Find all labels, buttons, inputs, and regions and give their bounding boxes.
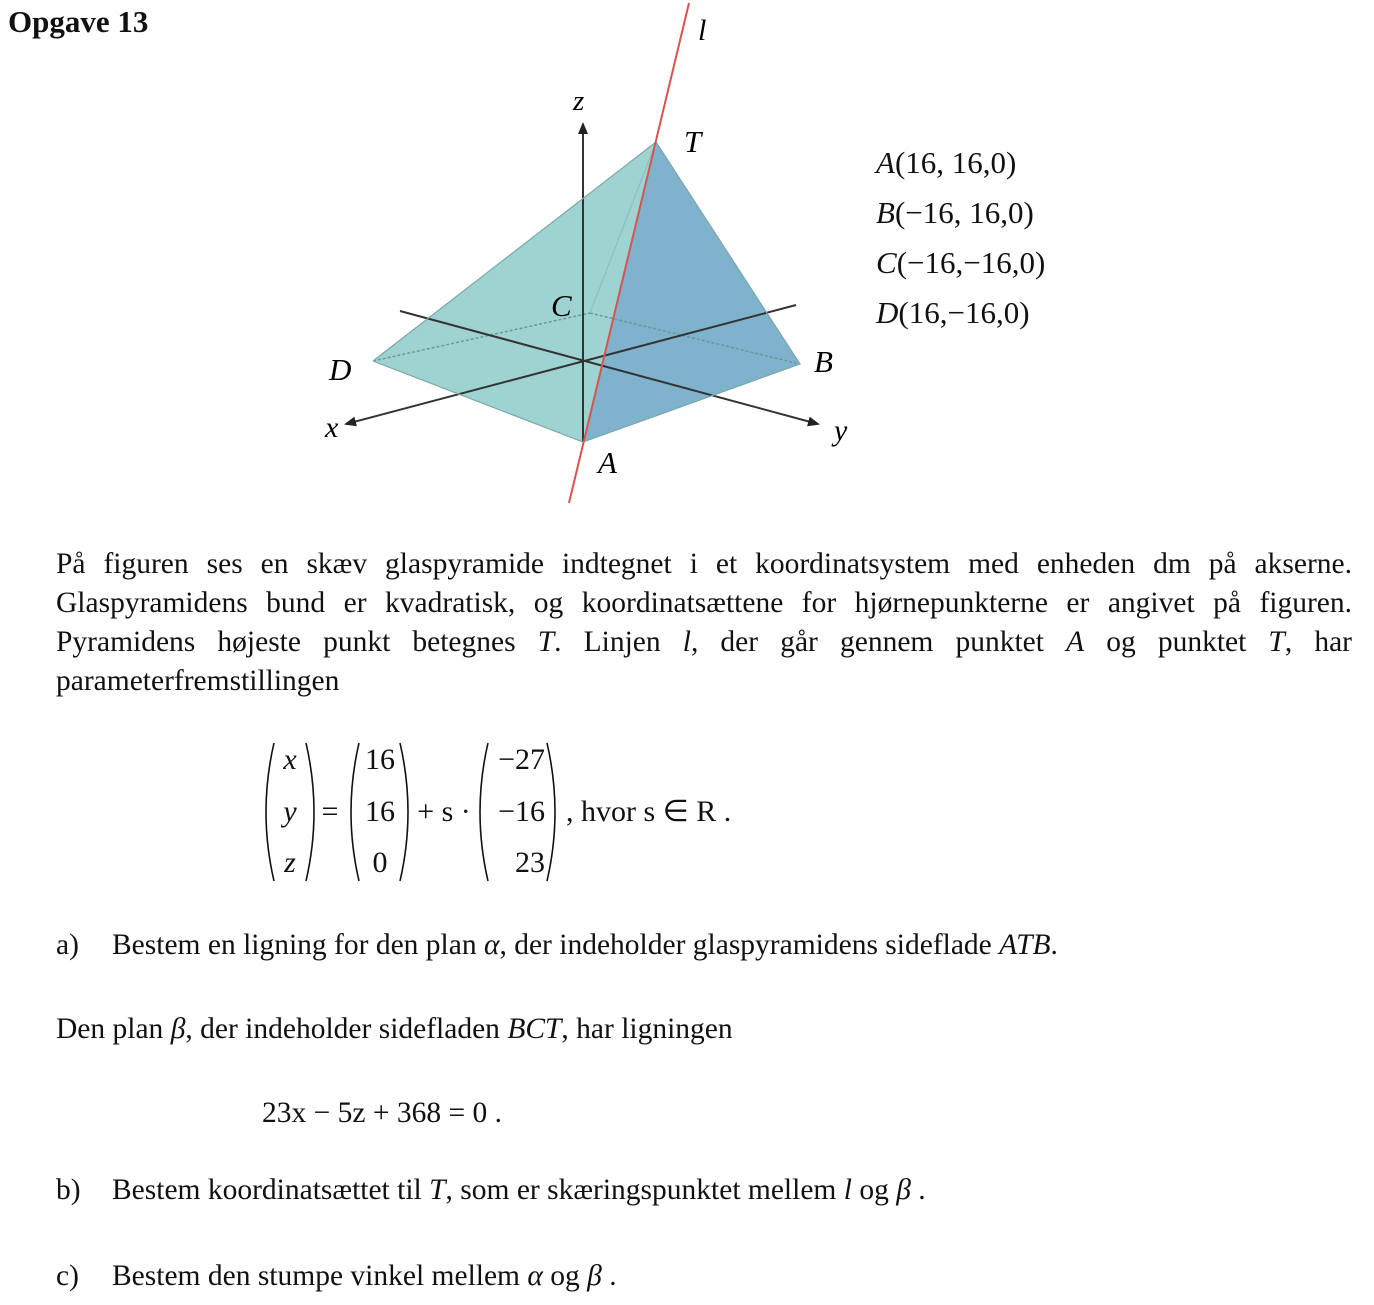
lhs-y: y xyxy=(283,795,297,828)
intro-paragraph: På figuren ses en skæv glaspyramide indtegnet i et koordinatsystem med enheden dm på akserne. Glaspyramidens bund er kvadratisk, og koordinatsættene for hjørnepunkterne er angivet på figuren. Pyramidens højeste punkt betegnes T. Linjen l, der går gennem punktet A og punktet T, har parameterfremstillingen xyxy=(56,548,1352,697)
point-x: 16 xyxy=(365,743,395,776)
label-A: A xyxy=(598,445,617,480)
plane-beta-statement: Den plan β, der indeholder sidefladen BCT, har ligningen xyxy=(56,1013,733,1045)
label-z: z xyxy=(573,85,585,117)
lhs-x: x xyxy=(283,743,297,776)
question-c: c) Bestem den stumpe vinkel mellem α og β . xyxy=(56,1260,617,1292)
parametric-equation xyxy=(250,735,780,890)
point-z: 0 xyxy=(372,846,388,879)
paren-point-left xyxy=(351,743,359,881)
dir-x: −27 xyxy=(498,743,545,776)
paren-dir-right xyxy=(547,743,555,881)
label-C: C xyxy=(551,288,572,323)
dir-z: 23 xyxy=(515,846,545,879)
point-y: 16 xyxy=(365,795,395,828)
lhs-z: z xyxy=(284,846,296,879)
corner-coordinates xyxy=(876,138,1045,338)
pyramid-figure xyxy=(0,0,1374,520)
coord-B: B(−16, 16,0) xyxy=(876,195,1034,230)
question-b: b) Bestem koordinatsættet til T, som er skæringspunktet mellem l og β . xyxy=(56,1174,926,1206)
paren-lhs-left xyxy=(266,743,274,881)
label-y: y xyxy=(834,414,848,447)
label-D: D xyxy=(329,352,352,387)
equals-sign: = xyxy=(321,795,339,828)
label-B: B xyxy=(814,344,833,379)
paren-dir-left xyxy=(480,743,488,881)
exercise-title: Opgave 13 xyxy=(8,4,149,39)
coord-A: A(16, 16,0) xyxy=(876,145,1017,180)
label-T: T xyxy=(684,124,702,159)
paren-point-right xyxy=(400,743,408,881)
param-suffix: , hvor s ∈ R . xyxy=(566,795,732,828)
label-x: x xyxy=(325,411,339,444)
beta-equation: 23x − 5z + 368 = 0 . xyxy=(262,1097,503,1129)
coord-D: D(16,−16,0) xyxy=(876,295,1030,330)
label-l: l xyxy=(698,14,707,47)
dir-y: −16 xyxy=(498,795,545,828)
paren-lhs-right xyxy=(306,743,314,881)
coord-C: C(−16,−16,0) xyxy=(876,245,1046,280)
question-a: a) Bestem en ligning for den plan α, der indeholder glaspyramidens sideflade ATB. xyxy=(56,929,1058,961)
plus-s: + s · xyxy=(417,795,471,828)
